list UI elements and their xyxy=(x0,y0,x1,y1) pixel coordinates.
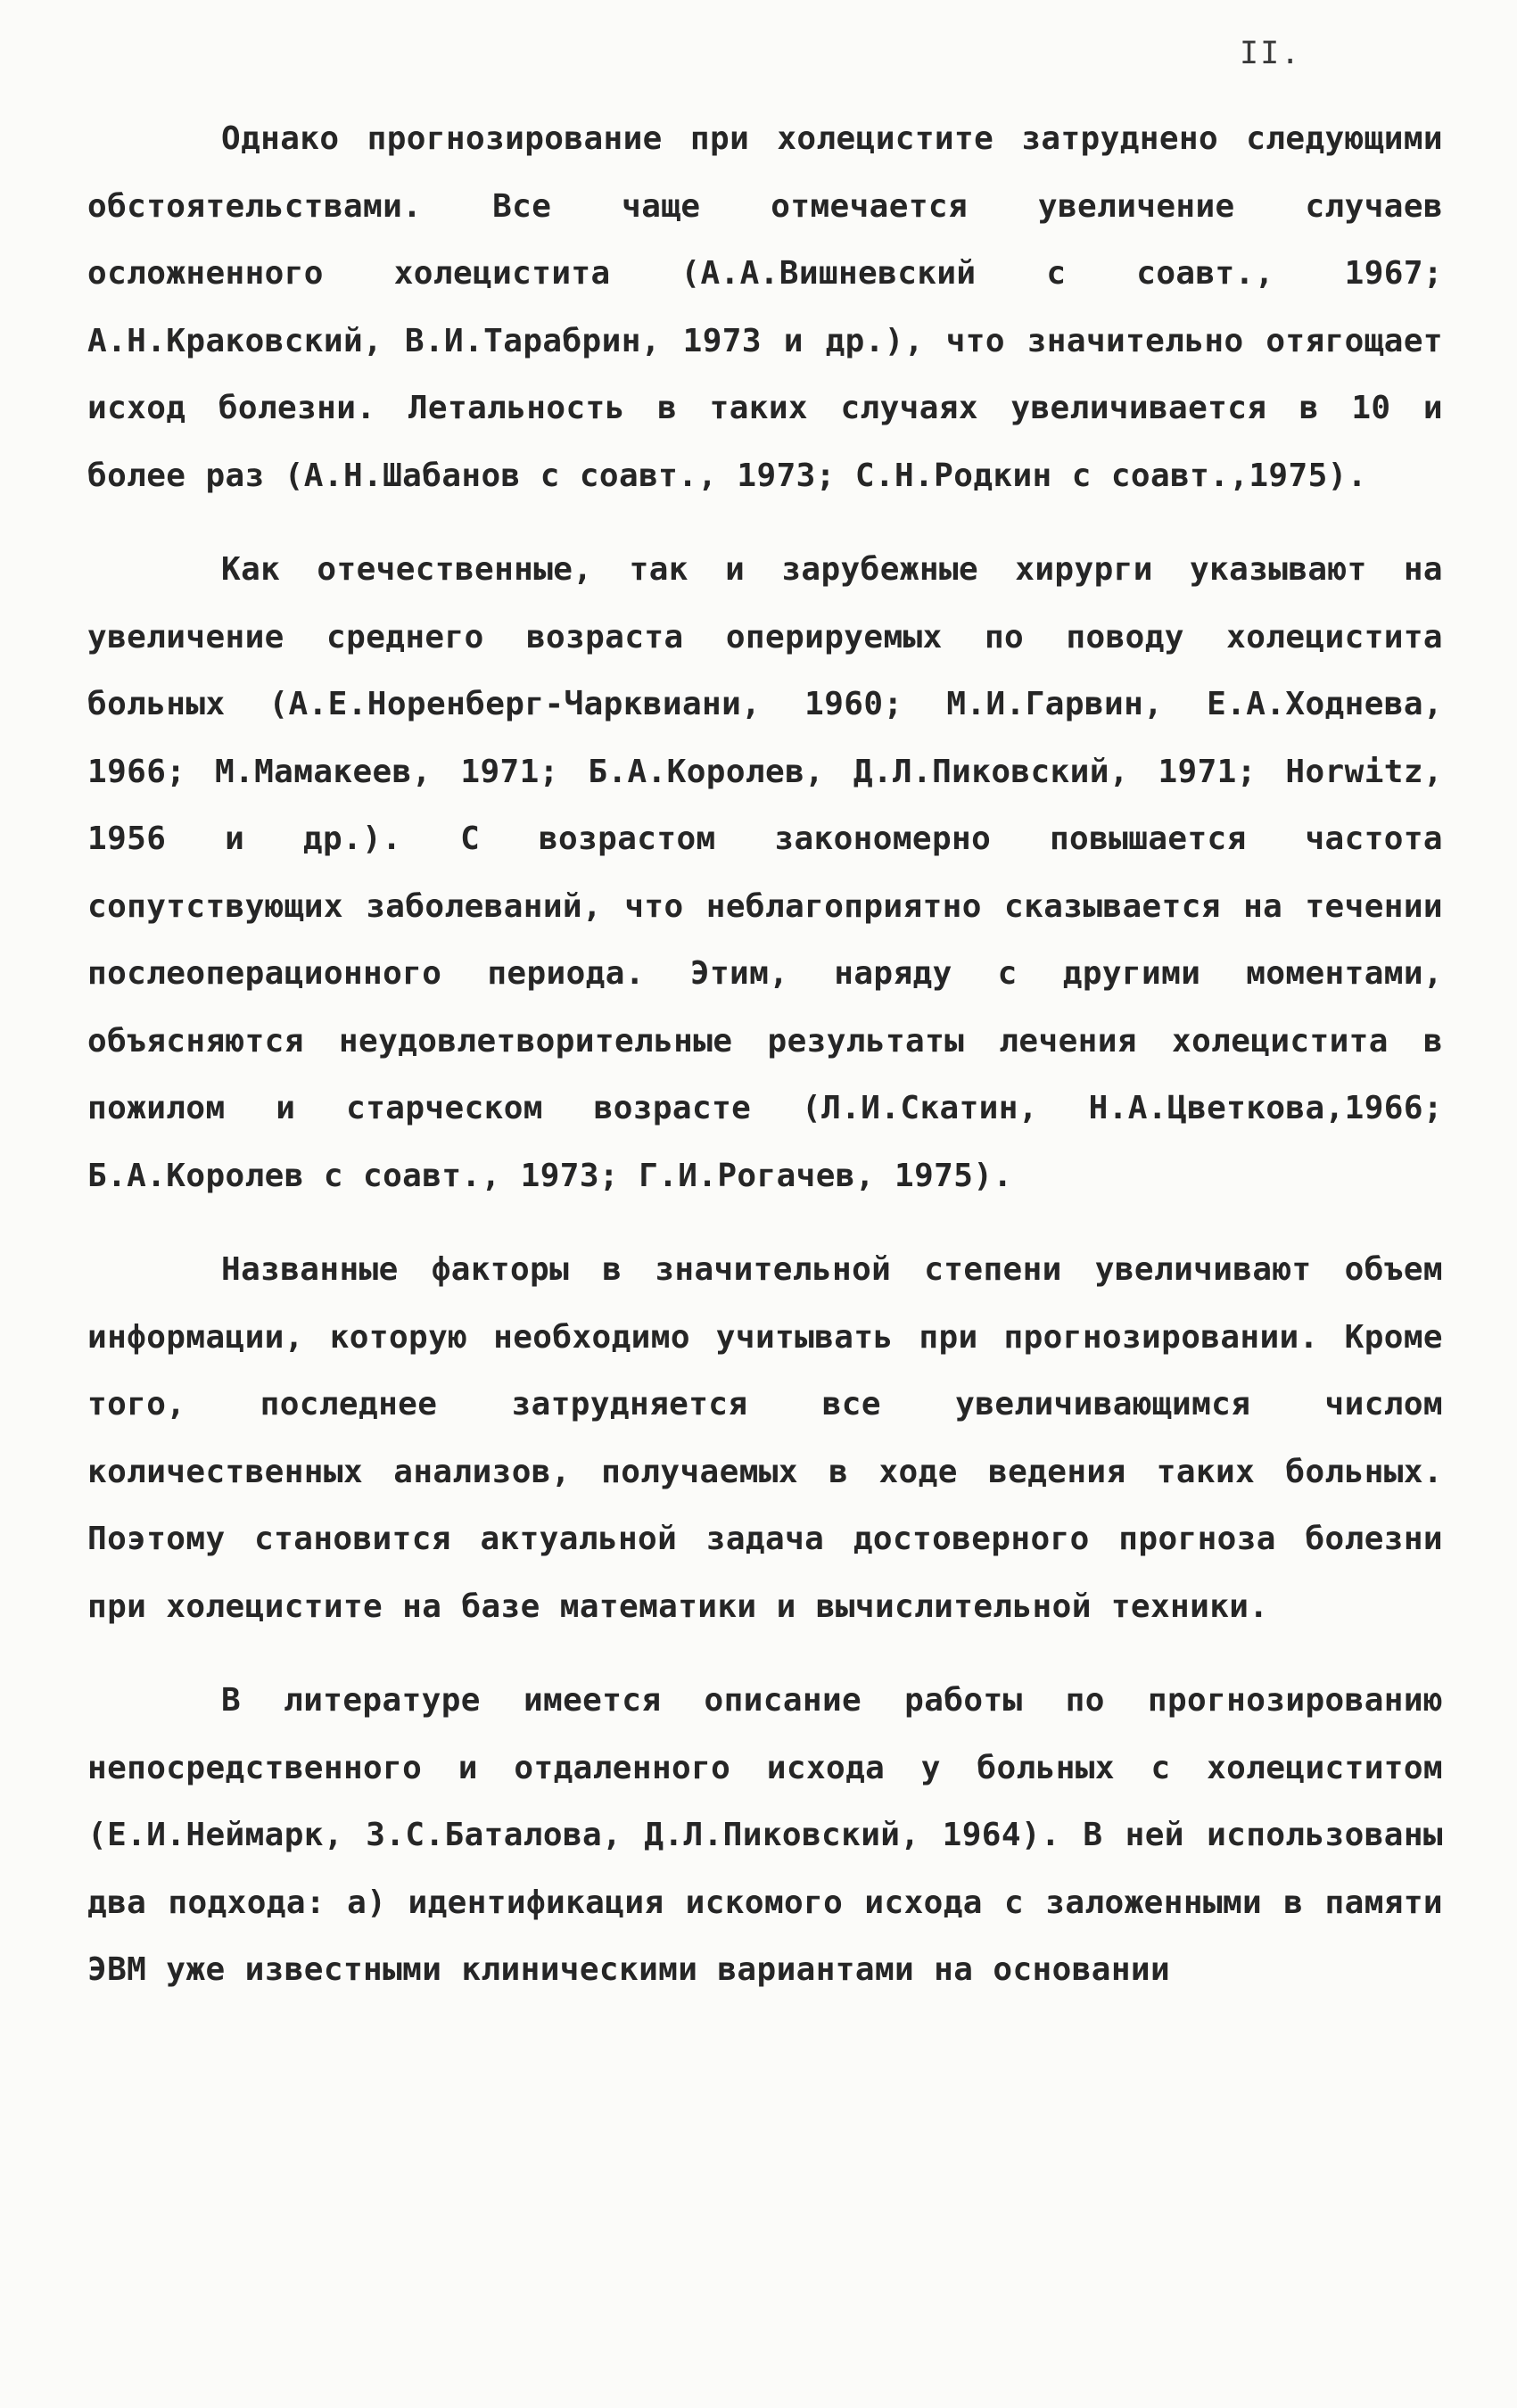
paragraph-4: В литературе имеется описание работы по прогнозированию непосредственного и отдаленного исхода у больных с холециститом (Е.И.Неймарк, З.С.Баталова, Д.Л.Пиковский, 1964). В ней использованы два подхода: а) идентификация искомого исхода с заложенными в памяти ЭВМ уже известными клиническими вариантами на основании xyxy=(87,1682,1443,1988)
document-body xyxy=(87,105,1443,2004)
paragraph-1: Однако прогнозирование при холецистите затруднено следующими обстоятельствами. Все чаще отмечается увеличение случаев осложненного холецистита (А.А.Вишневский с соавт., 1967; А.Н.Краковский, В.И.Тарабрин, 1973 и др.), что значительно отягощает исход болезни. Летальность в таких случаях увеличивается в 10 и более раз (А.Н.Шабанов с соавт., 1973; С.Н.Родкин с соавт.,1975). xyxy=(87,120,1443,494)
paragraph-2: Как отечественные, так и зарубежные хирурги указывают на увеличение среднего возраста оперируемых по поводу холецистита больных (А.Е.Норенберг-Чарквиани, 1960; М.И.Гарвин, Е.А.Ходнева, 1966; М.Мамакеев, 1971; Б.А.Королев, Д.Л.Пиковский, 1971; Horwitz, 1956 и др.). С возрастом закономерно повышается частота сопутствующих заболеваний, что неблагоприятно сказывается на течении послеоперационного периода. Этим, наряду с другими моментами, объясняются неудовлетворительные результаты лечения холецистита в пожилом и старческом возрасте (Л.И.Скатин, Н.А.Цветкова,1966; Б.А.Королев с соавт., 1973; Г.И.Рогачев, 1975). xyxy=(87,551,1443,1194)
paragraph-3: Названные факторы в значительной степени увеличивают объем информации, которую необходимо учитывать при прогнозировании. Кроме того, последнее затрудняется все увеличивающимся числом количественных анализов, получаемых в ходе ведения таких больных. Поэтому становится актуальной задача достоверного прогноза болезни при холецистите на базе математики и вычислительной техники. xyxy=(87,1251,1443,1625)
page-number: II. xyxy=(1240,36,1302,71)
